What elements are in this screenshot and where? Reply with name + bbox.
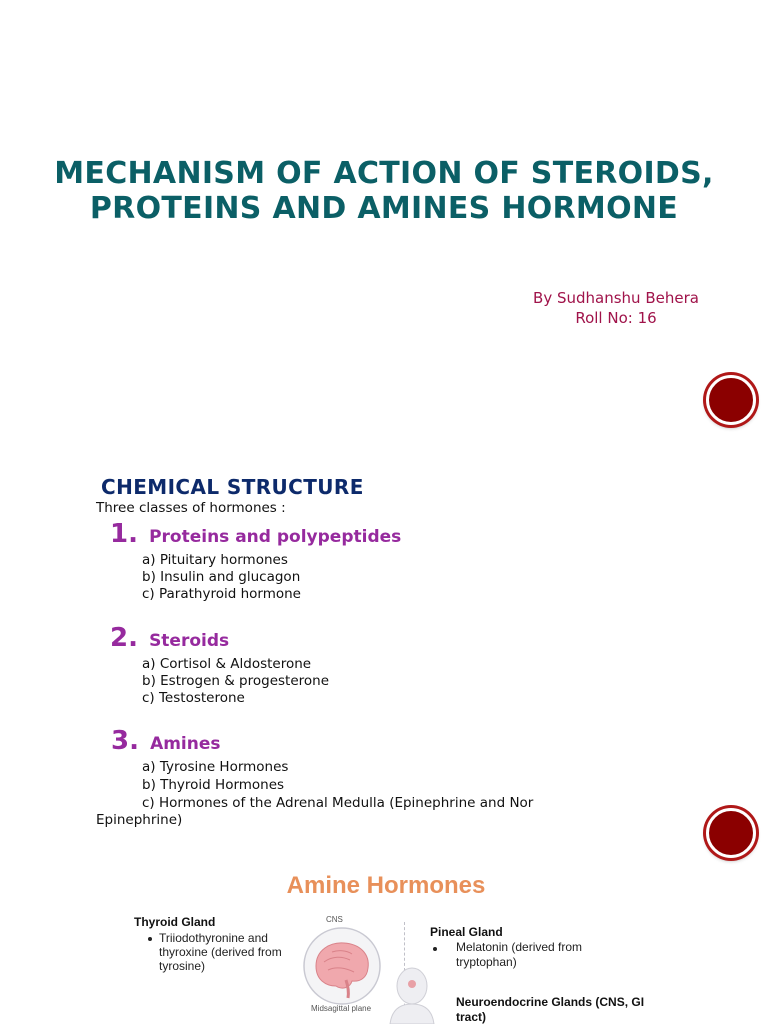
class-3-title: Amines — [150, 734, 221, 754]
circle-nav-icon[interactable] — [706, 375, 756, 425]
class-3-number: 3. — [111, 726, 139, 756]
cns-label: CNS — [326, 915, 343, 924]
amine-hormones-figure — [112, 862, 660, 1024]
thyroid-line: tyrosine) — [159, 959, 206, 973]
plane-label: Midsagittal plane — [311, 1004, 372, 1013]
class-3-header — [111, 726, 221, 756]
class-2-title: Steroids — [149, 631, 230, 651]
class-1-number: 1. — [110, 519, 138, 549]
class-1-header — [110, 519, 401, 549]
class-2-item: c) Testosterone — [142, 690, 245, 706]
class-3-item-continued: Epinephrine) — [96, 812, 183, 828]
roll-number: Roll No: 16 — [575, 309, 657, 327]
neuroendocrine-heading-line2: tract) — [456, 1010, 487, 1024]
figure-title: Amine Hormones — [286, 872, 486, 899]
thyroid-line: thyroxine (derived from — [159, 945, 282, 959]
slide-title-line2: PROTEINS AND AMINES HORMONE — [89, 191, 679, 226]
intro-text: Three classes of hormones : — [96, 500, 286, 516]
pineal-gland-heading: Pineal Gland — [430, 925, 503, 939]
author-name: By Sudhanshu Behera — [533, 289, 699, 307]
neuroendocrine-heading-line1: Neuroendocrine Glands (CNS, GI — [456, 995, 645, 1009]
author-block — [500, 288, 732, 328]
section-heading: CHEMICAL STRUCTURE — [101, 475, 364, 499]
class-1-item: b) Insulin and glucagon — [142, 569, 301, 585]
slide-title — [0, 156, 768, 226]
pineal-line: tryptophan) — [456, 955, 517, 969]
circle-nav-icon[interactable] — [706, 808, 756, 858]
head-silhouette-icon — [382, 962, 442, 1024]
slide-title-line1: MECHANISM OF ACTION OF STEROIDS, — [54, 156, 714, 191]
thyroid-gland-heading: Thyroid Gland — [134, 915, 216, 929]
class-1-title: Proteins and polypeptides — [149, 527, 402, 547]
class-2-header — [110, 623, 229, 653]
bullet-icon — [148, 937, 152, 941]
brain-illustration-icon — [302, 926, 382, 1006]
class-3-item: b) Thyroid Hormones — [142, 777, 285, 793]
class-2-item: b) Estrogen & progesterone — [142, 673, 330, 689]
pineal-line: Melatonin (derived from — [456, 940, 583, 954]
class-1-item: c) Parathyroid hormone — [142, 586, 301, 602]
thyroid-line: Triiodothyronine and — [159, 931, 268, 945]
bullet-icon — [433, 947, 437, 951]
class-2-number: 2. — [110, 623, 138, 653]
class-3-item: a) Tyrosine Hormones — [142, 759, 289, 775]
class-1-item: a) Pituitary hormones — [142, 552, 288, 568]
class-2-item: a) Cortisol & Aldosterone — [142, 656, 312, 672]
class-3-item: c) Hormones of the Adrenal Medulla (Epinephrine and Nor — [142, 795, 534, 811]
